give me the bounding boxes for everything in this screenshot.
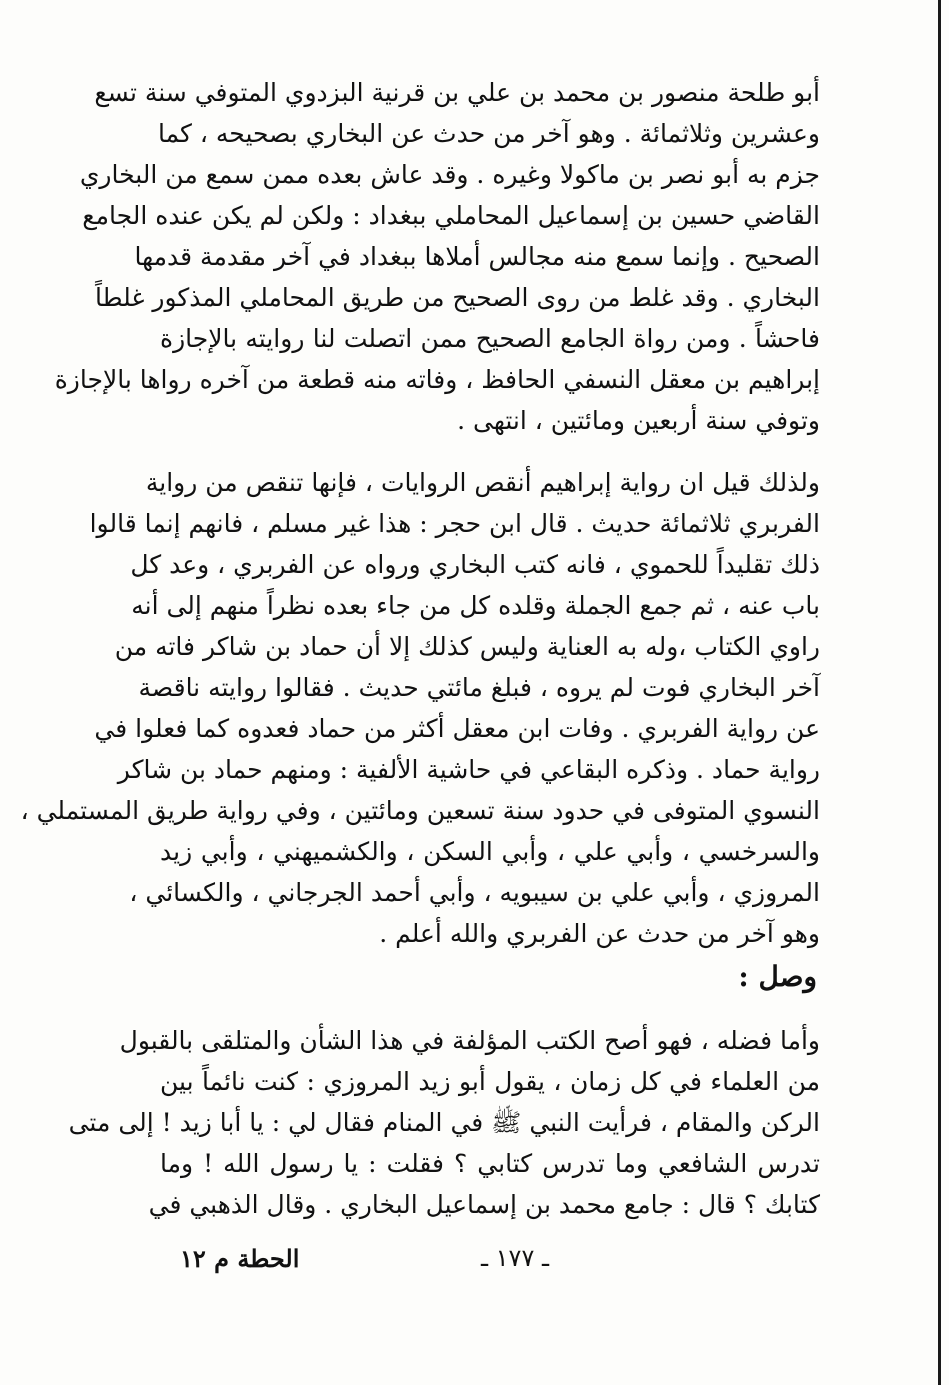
paragraph-line: النسوي المتوفى في حدود سنة تسعين ومائتين ، وفي رواية طريق المستملي ،: [20, 796, 820, 825]
paragraph-line: تدرس الشافعي وما تدرس كتابي ؟ فقلت : يا رسول الله ! وما: [160, 1149, 820, 1178]
paragraph-line: أبو طلحة منصور بن محمد بن علي بن قرنية البزدوي المتوفي سنة تسع: [94, 78, 820, 107]
paragraph-line: كتابك ؟ قال : جامع محمد بن إسماعيل البخاري . وقال الذهبي في: [148, 1190, 820, 1219]
paragraph-line: عن رواية الفربري . وفات ابن معقل أكثر من حماد فعدوه كما فعلوا في: [94, 714, 820, 743]
paragraph-line: فاحشاً . ومن رواة الجامع الصحيح ممن اتصلت لنا روايته بالإجازة: [160, 324, 820, 353]
paragraph-line: باب عنه ، ثم جمع الجملة وقلده كل من جاء بعده نظراً منهم إلى أنه: [131, 591, 820, 620]
paragraph-1: [54, 72, 820, 441]
paragraph-line: البخاري . وقد غلط من روى الصحيح من طريق المحاملي المذكور غلطاً: [95, 283, 820, 312]
paragraph-line: الفربري ثلاثمائة حديث . قال ابن حجر : هذا غير مسلم ، فانهم إنما قالوا: [89, 509, 820, 538]
paragraph-line: ولذلك قيل ان رواية إبراهيم أنقص الروايات ، فإنها تنقص من رواية: [145, 468, 820, 497]
paragraph-line: القاضي حسين بن إسماعيل المحاملي ببغداد : ولكن لم يكن عنده الجامع: [82, 201, 820, 230]
page-edge-line: [938, 0, 941, 1385]
paragraph-line: راوي الكتاب ،وله به العناية وليس كذلك إلا أن حماد بن شاكر فاته من: [114, 632, 820, 661]
paragraph-line: رواية حماد . وذكره البقاعي في حاشية الألفية : ومنهم حماد بن شاكر: [117, 755, 820, 784]
paragraph-line: وأما فضله ، فهو أصح الكتب المؤلفة في هذا الشأن والمتلقى بالقبول: [119, 1026, 820, 1055]
page-number: ـ ١٧٧ ـ: [480, 1244, 549, 1272]
paragraph-line: من العلماء في كل زمان ، يقول أبو زيد المروزي : كنت نائماً بين: [160, 1067, 820, 1096]
paragraph-line: وتوفي سنة أربعين ومائتين ، انتهى .: [457, 406, 820, 435]
paragraph-2: [20, 462, 820, 954]
paragraph-line: جزم به أبو نصر بن ماكولا وغيره . وقد عاش بعده ممن سمع من البخاري: [79, 160, 820, 189]
paragraph-line: المروزي ، وأبي علي بن سيبويه ، وأبي أحمد الجرجاني ، والكسائي ،: [129, 878, 820, 907]
paragraph-line: وهو آخر من حدث عن الفربري والله أعلم .: [379, 919, 820, 948]
section-heading: وصل :: [738, 960, 817, 993]
paragraph-line: الصحيح . وإنما سمع منه مجالس أملاها ببغداد في آخر مقدمة قدمها: [134, 242, 820, 271]
paragraph-3: [68, 1020, 820, 1225]
printer-signature: الحطة م ١٢: [180, 1244, 300, 1273]
paragraph-line: الركن والمقام ، فرأيت النبي ﷺ في المنام فقال لي : يا أبا زيد ! إلى متى: [68, 1108, 820, 1137]
page-footer: [160, 1244, 820, 1284]
paragraph-line: وعشرين وثلاثمائة . وهو آخر من حدث عن البخاري بصحيحه ، كما: [157, 119, 820, 148]
paragraph-line: آخر البخاري فوت لم يروه ، فبلغ مائتي حديث . فقالوا روايته ناقصة: [138, 673, 820, 702]
paragraph-line: والسرخسي ، وأبي علي ، وأبي السكن ، والكشميهني ، وأبي زيد: [160, 837, 820, 866]
paragraph-line: ذلك تقليداً للحموي ، فانه كتب البخاري ورواه عن الفربري ، وعد كل: [130, 550, 820, 579]
paragraph-line: إبراهيم بن معقل النسفي الحافظ ، وفاته منه قطعة من آخره رواها بالإجازة: [54, 365, 820, 394]
